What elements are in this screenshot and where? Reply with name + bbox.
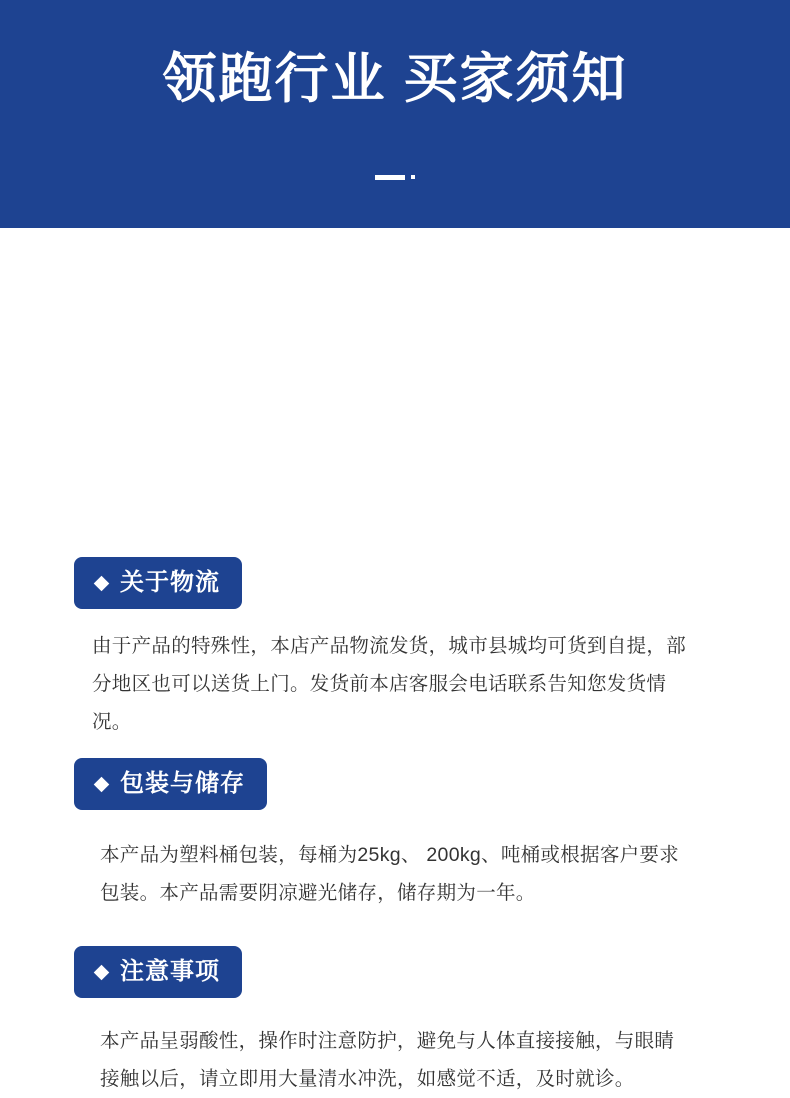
dot-icon <box>411 175 415 179</box>
section-heading-label: 关于物流 <box>120 569 220 596</box>
section-heading-logistics <box>74 557 242 609</box>
section-heading-label: 包装与储存 <box>120 770 245 797</box>
section-body-logistics: 由于产品的特殊性，本店产品物流发货，城市县城均可货到自提，部分地区也可以送货上门。发货前本店客服会电话联系告知您发货情况。 <box>92 635 687 733</box>
section-body-packaging: 本产品为塑料桶包装，每桶为25kg、 200kg、吨桶或根据客户要求包装。本产品需要阴凉避光储存，储存期为一年。 <box>100 844 680 904</box>
section-heading-label: 注意事项 <box>120 958 220 985</box>
banner-divider <box>0 163 790 189</box>
page-title: 领跑行业 买家须知 <box>162 49 628 109</box>
page-banner <box>0 0 790 228</box>
diamond-bullet-icon <box>94 776 110 792</box>
diamond-bullet-icon <box>94 964 110 980</box>
section-heading-packaging <box>74 758 267 810</box>
diamond-bullet-icon <box>94 575 110 591</box>
section-heading-notice <box>74 946 242 998</box>
dash-icon <box>375 175 405 180</box>
section-body-notice: 本产品呈弱酸性，操作时注意防护，避免与人体直接接触，与眼睛接触以后，请立即用大量清水冲洗，如感觉不适，及时就诊。 <box>100 1030 675 1090</box>
